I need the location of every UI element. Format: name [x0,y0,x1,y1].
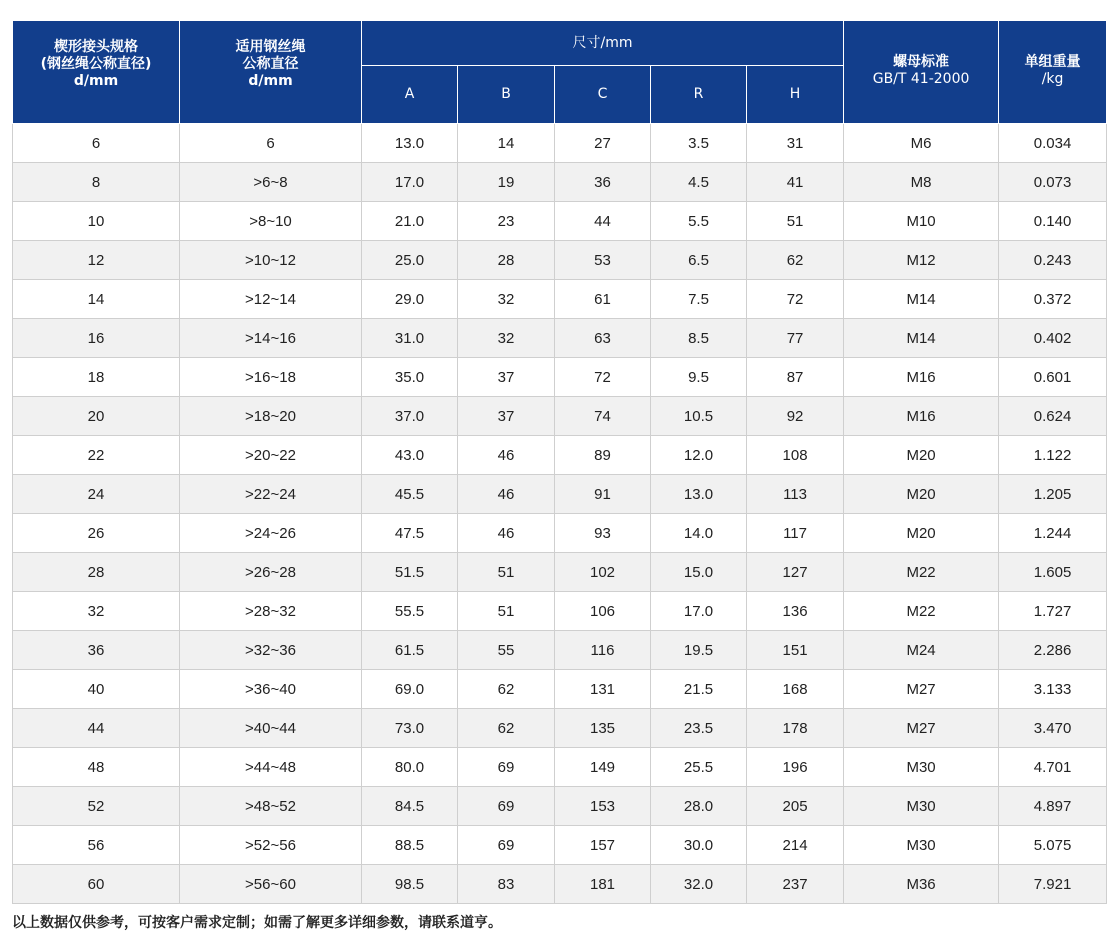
cell-nut: M30 [844,787,999,826]
cell-nut: M14 [844,280,999,319]
cell-dim-b: 46 [458,436,555,475]
cell-dim-c: 102 [555,553,651,592]
cell-dim-r: 17.0 [651,592,747,631]
header-weight-line2: /kg [1041,71,1064,87]
cell-dim-h: 178 [747,709,844,748]
cell-rope-range: >26~28 [180,553,362,592]
table-row [13,865,1107,904]
header-wedge-spec-line3: d/mm [73,73,119,89]
cell-dim-c: 135 [555,709,651,748]
cell-dim-b: 62 [458,670,555,709]
cell-rope-range: >48~52 [180,787,362,826]
cell-dim-b: 32 [458,280,555,319]
cell-dim-h: 92 [747,397,844,436]
cell-dim-a: 25.0 [362,241,458,280]
cell-nut: M16 [844,358,999,397]
cell-dim-r: 21.5 [651,670,747,709]
cell-dim-a: 61.5 [362,631,458,670]
cell-weight: 4.701 [999,748,1107,787]
cell-nut: M12 [844,241,999,280]
cell-dim-a: 21.0 [362,202,458,241]
cell-dim-h: 136 [747,592,844,631]
cell-dim-c: 36 [555,163,651,202]
cell-weight: 1.605 [999,553,1107,592]
cell-spec: 40 [13,670,180,709]
table-row [13,319,1107,358]
cell-dim-b: 37 [458,358,555,397]
cell-rope-range: >44~48 [180,748,362,787]
cell-rope-range: >36~40 [180,670,362,709]
cell-spec: 60 [13,865,180,904]
cell-dim-h: 87 [747,358,844,397]
table-row [13,709,1107,748]
cell-dim-h: 113 [747,475,844,514]
cell-dim-b: 69 [458,787,555,826]
footnote: 以上数据仅供参考，可按客户需求定制；如需了解更多详细参数，请联系道亨。 [12,915,502,931]
cell-spec: 10 [13,202,180,241]
cell-weight: 0.073 [999,163,1107,202]
cell-dim-b: 32 [458,319,555,358]
cell-dim-r: 32.0 [651,865,747,904]
cell-dim-h: 41 [747,163,844,202]
table-row [13,748,1107,787]
table-row [13,475,1107,514]
table-row [13,163,1107,202]
cell-spec: 48 [13,748,180,787]
cell-nut: M36 [844,865,999,904]
table-row [13,202,1107,241]
cell-rope-range: >24~26 [180,514,362,553]
cell-dim-a: 98.5 [362,865,458,904]
cell-rope-range: >20~22 [180,436,362,475]
cell-rope-range: >12~14 [180,280,362,319]
cell-spec: 14 [13,280,180,319]
cell-spec: 8 [13,163,180,202]
cell-nut: M27 [844,709,999,748]
cell-dim-a: 73.0 [362,709,458,748]
cell-weight: 3.133 [999,670,1107,709]
cell-rope-range: >32~36 [180,631,362,670]
header-nut-line1: 螺母标准 [893,54,950,70]
cell-spec: 52 [13,787,180,826]
cell-spec: 36 [13,631,180,670]
cell-dim-a: 55.5 [362,592,458,631]
cell-rope-range: >18~20 [180,397,362,436]
cell-dim-b: 83 [458,865,555,904]
cell-dim-b: 69 [458,748,555,787]
cell-nut: M27 [844,670,999,709]
cell-dim-r: 6.5 [651,241,747,280]
cell-dim-c: 74 [555,397,651,436]
header-rope-diameter [180,21,362,124]
cell-spec: 28 [13,553,180,592]
header-dim-c: C [555,66,651,124]
table-row [13,280,1107,319]
table-row [13,124,1107,163]
header-wedge-spec-line2: (钢丝绳公称直径) [40,56,152,72]
cell-dim-r: 5.5 [651,202,747,241]
cell-dim-a: 37.0 [362,397,458,436]
cell-nut: M6 [844,124,999,163]
cell-nut: M16 [844,397,999,436]
cell-dim-r: 13.0 [651,475,747,514]
cell-dim-r: 10.5 [651,397,747,436]
cell-dim-c: 153 [555,787,651,826]
header-dimensions: 尺寸/mm [362,21,844,66]
table-row [13,358,1107,397]
cell-dim-c: 181 [555,865,651,904]
cell-dim-c: 157 [555,826,651,865]
cell-weight: 0.372 [999,280,1107,319]
cell-dim-b: 55 [458,631,555,670]
cell-dim-a: 84.5 [362,787,458,826]
spec-table [12,20,1107,904]
cell-dim-r: 7.5 [651,280,747,319]
cell-rope-range: >14~16 [180,319,362,358]
cell-spec: 12 [13,241,180,280]
table-row [13,241,1107,280]
cell-weight: 7.921 [999,865,1107,904]
cell-rope-range: >56~60 [180,865,362,904]
cell-nut: M20 [844,475,999,514]
cell-dim-a: 29.0 [362,280,458,319]
cell-dim-b: 46 [458,475,555,514]
cell-rope-range: >40~44 [180,709,362,748]
cell-dim-h: 62 [747,241,844,280]
cell-dim-h: 127 [747,553,844,592]
header-dim-a: A [362,66,458,124]
cell-weight: 1.205 [999,475,1107,514]
cell-weight: 0.402 [999,319,1107,358]
cell-weight: 5.075 [999,826,1107,865]
cell-weight: 1.727 [999,592,1107,631]
cell-dim-a: 35.0 [362,358,458,397]
cell-weight: 0.624 [999,397,1107,436]
cell-weight: 0.034 [999,124,1107,163]
cell-rope-range: >22~24 [180,475,362,514]
cell-nut: M22 [844,553,999,592]
cell-dim-r: 19.5 [651,631,747,670]
cell-dim-a: 69.0 [362,670,458,709]
cell-dim-r: 8.5 [651,319,747,358]
cell-dim-h: 237 [747,865,844,904]
cell-dim-c: 149 [555,748,651,787]
cell-weight: 3.470 [999,709,1107,748]
cell-spec: 56 [13,826,180,865]
cell-rope-range: >6~8 [180,163,362,202]
cell-dim-b: 19 [458,163,555,202]
cell-nut: M10 [844,202,999,241]
cell-rope-range: >16~18 [180,358,362,397]
cell-nut: M30 [844,748,999,787]
cell-spec: 16 [13,319,180,358]
cell-rope-range: >10~12 [180,241,362,280]
cell-dim-c: 61 [555,280,651,319]
cell-dim-r: 14.0 [651,514,747,553]
table-row [13,514,1107,553]
cell-nut: M22 [844,592,999,631]
header-dim-b: B [458,66,555,124]
header-unit-weight [999,21,1107,124]
cell-dim-a: 17.0 [362,163,458,202]
cell-nut: M20 [844,436,999,475]
cell-dim-h: 196 [747,748,844,787]
cell-dim-h: 205 [747,787,844,826]
cell-spec: 22 [13,436,180,475]
table-row [13,397,1107,436]
cell-dim-a: 31.0 [362,319,458,358]
cell-dim-a: 88.5 [362,826,458,865]
cell-rope-range: 6 [180,124,362,163]
cell-dim-h: 168 [747,670,844,709]
cell-dim-b: 37 [458,397,555,436]
header-nut-line2: GB/T 41-2000 [872,71,970,87]
cell-dim-c: 106 [555,592,651,631]
cell-nut: M20 [844,514,999,553]
table-row [13,436,1107,475]
cell-rope-range: >52~56 [180,826,362,865]
table-row [13,787,1107,826]
cell-dim-h: 151 [747,631,844,670]
cell-dim-h: 72 [747,280,844,319]
cell-dim-b: 69 [458,826,555,865]
cell-weight: 1.244 [999,514,1107,553]
cell-dim-b: 14 [458,124,555,163]
cell-dim-b: 62 [458,709,555,748]
cell-weight: 0.243 [999,241,1107,280]
cell-dim-a: 47.5 [362,514,458,553]
cell-dim-c: 116 [555,631,651,670]
cell-dim-h: 51 [747,202,844,241]
cell-rope-range: >8~10 [180,202,362,241]
header-dim-r: R [651,66,747,124]
cell-dim-a: 51.5 [362,553,458,592]
header-rope-line3: d/mm [248,73,293,89]
cell-spec: 32 [13,592,180,631]
cell-spec: 44 [13,709,180,748]
cell-dim-c: 63 [555,319,651,358]
cell-dim-r: 28.0 [651,787,747,826]
cell-dim-r: 30.0 [651,826,747,865]
header-weight-line1: 单组重量 [1024,54,1081,70]
cell-dim-c: 44 [555,202,651,241]
cell-weight: 4.897 [999,787,1107,826]
spec-table-body [13,124,1107,904]
cell-spec: 26 [13,514,180,553]
cell-dim-c: 53 [555,241,651,280]
cell-dim-a: 80.0 [362,748,458,787]
header-dim-h: H [747,66,844,124]
cell-weight: 0.601 [999,358,1107,397]
cell-dim-c: 89 [555,436,651,475]
header-rope-line2: 公称直径 [242,56,299,72]
table-row [13,592,1107,631]
header-wedge-spec [13,21,180,124]
cell-dim-r: 3.5 [651,124,747,163]
cell-dim-r: 9.5 [651,358,747,397]
cell-dim-b: 23 [458,202,555,241]
cell-dim-b: 51 [458,592,555,631]
cell-rope-range: >28~32 [180,592,362,631]
cell-nut: M30 [844,826,999,865]
cell-nut: M24 [844,631,999,670]
cell-dim-r: 23.5 [651,709,747,748]
cell-dim-b: 46 [458,514,555,553]
cell-dim-c: 27 [555,124,651,163]
cell-dim-r: 12.0 [651,436,747,475]
cell-dim-h: 31 [747,124,844,163]
cell-weight: 0.140 [999,202,1107,241]
cell-dim-b: 28 [458,241,555,280]
cell-dim-a: 45.5 [362,475,458,514]
cell-dim-h: 77 [747,319,844,358]
cell-dim-r: 4.5 [651,163,747,202]
cell-nut: M14 [844,319,999,358]
cell-dim-h: 108 [747,436,844,475]
cell-dim-c: 72 [555,358,651,397]
cell-dim-h: 214 [747,826,844,865]
cell-dim-r: 25.5 [651,748,747,787]
header-rope-line1: 适用钢丝绳 [235,39,306,55]
cell-dim-h: 117 [747,514,844,553]
header-nut-standard [844,21,999,124]
cell-dim-c: 131 [555,670,651,709]
cell-dim-a: 43.0 [362,436,458,475]
table-row [13,670,1107,709]
cell-dim-b: 51 [458,553,555,592]
cell-weight: 2.286 [999,631,1107,670]
cell-spec: 18 [13,358,180,397]
header-wedge-spec-line1: 楔形接头规格 [54,39,138,55]
table-row [13,631,1107,670]
cell-weight: 1.122 [999,436,1107,475]
cell-spec: 24 [13,475,180,514]
cell-spec: 6 [13,124,180,163]
cell-spec: 20 [13,397,180,436]
cell-dim-c: 91 [555,475,651,514]
cell-dim-a: 13.0 [362,124,458,163]
cell-dim-r: 15.0 [651,553,747,592]
cell-nut: M8 [844,163,999,202]
table-row [13,826,1107,865]
table-row [13,553,1107,592]
spec-table-container [12,20,1106,904]
cell-dim-c: 93 [555,514,651,553]
